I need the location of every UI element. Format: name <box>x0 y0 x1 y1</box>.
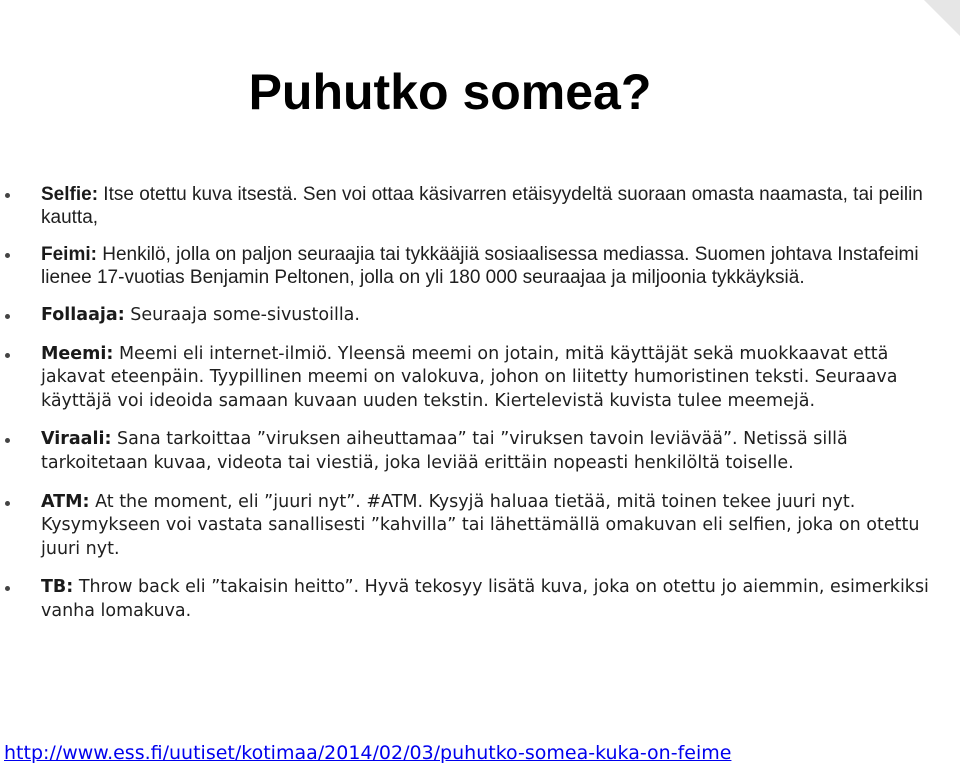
term-definition: At the moment, eli ”juuri nyt”. #ATM. Kysyjä haluaa tietää, mitä toinen tekee juuri nyt. Kysymykseen voi vastata sanallisesti ”kahvilla” tai lähettämällä omakuvan eli selfien, joka on otettu juuri nyt. <box>41 491 920 559</box>
corner-decoration <box>924 0 960 36</box>
term-label: Selfie: <box>41 184 99 205</box>
term-label: Viraali: <box>41 429 112 450</box>
term-definition: Throw back eli ”takaisin heitto”. Hyvä tekosyy lisätä kuva, joka on otettu jo aiemmin, esimerkiksi vanha lomakuva. <box>41 577 929 621</box>
term-definition: Sana tarkoittaa ”viruksen aiheuttamaa” tai ”viruksen tavoin leviävää”. Netissä sillä tarkoitetaan kuvaa, videota tai viestiä, joka leviää erittäin nopeasti henkilöltä toiselle. <box>41 429 848 473</box>
term-label: ATM: <box>41 491 90 512</box>
bullet-icon <box>5 193 10 198</box>
term-definition: Seuraaja some-sivustoilla. <box>124 305 360 325</box>
bullet-icon <box>5 253 10 258</box>
list-item-meemi <box>0 343 930 414</box>
term-definition: Itse otettu kuva itsestä. Sen voi ottaa käsivarren etäisyydeltä suoraan omasta naamasta, tai peilin kautta, <box>41 184 923 228</box>
term-label: TB: <box>41 577 74 598</box>
list-item-atm <box>0 491 930 562</box>
bullet-icon <box>5 586 10 591</box>
list-item-follaaja <box>0 304 930 328</box>
list-item-tb <box>0 576 930 623</box>
term-label: Feimi: <box>41 244 97 265</box>
term-label: Follaaja: <box>41 305 125 325</box>
definition-list <box>0 183 930 624</box>
bullet-icon <box>5 353 10 358</box>
term-definition: Meemi eli internet-ilmiö. Yleensä meemi on jotain, mitä käyttäjät sekä muokkaavat että jakavat eteenpäin. Tyypillinen meemi on valokuva, johon on liitetty humoristinen teksti. Seuraava käyttäjä voi ideoida samaan kuvaan uuden tekstin. Kiertelevistä kuvista tulee meemejä. <box>41 343 898 411</box>
list-item-selfie <box>0 183 930 229</box>
term-label: Meemi: <box>41 343 114 364</box>
list-item-viraali <box>0 428 930 475</box>
bullet-icon <box>5 501 10 506</box>
source-link[interactable]: http://www.ess.fi/uutiset/kotimaa/2014/02/03/puhutko-somea-kuka-on-feime <box>4 742 732 764</box>
slide-title: Puhutko somea? <box>248 64 652 120</box>
bullet-icon <box>5 438 10 443</box>
bullet-icon <box>5 314 10 319</box>
term-definition: Henkilö, jolla on paljon seuraajia tai tykkääjiä sosiaalisessa mediassa. Suomen johtava Instafeimi lienee 17-vuotias Benjamin Peltonen, jolla on yli 180 000 seuraajaa ja miljoonia tykkäyksiä. <box>41 244 919 288</box>
list-item-feimi <box>0 243 930 289</box>
